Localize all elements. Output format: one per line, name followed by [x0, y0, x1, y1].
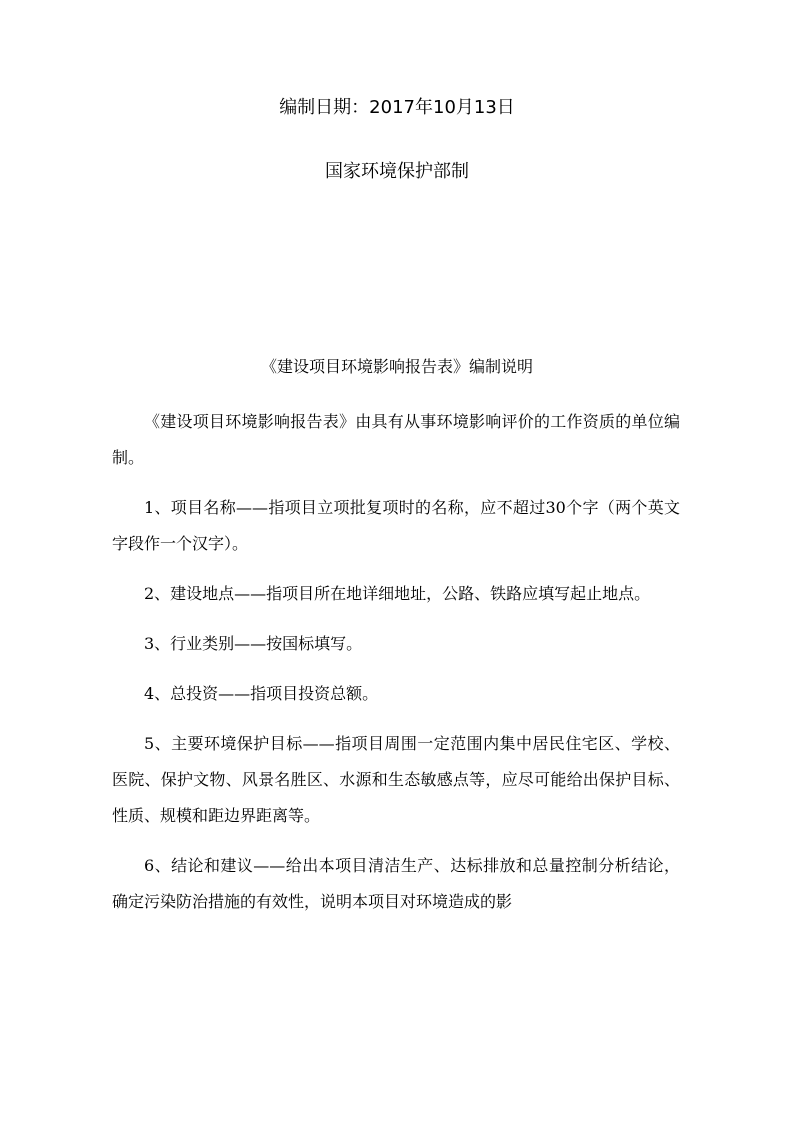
paragraph-conclusions: 6、结论和建议——给出本项目清洁生产、达标排放和总量控制分析结论，确定污染防治措施的有效性，说明本项目对环境造成的影 — [112, 856, 680, 911]
instructions-title: 《建设项目环境影响报告表》编制说明 — [260, 357, 533, 376]
issuing-authority: 国家环境保护部制 — [325, 161, 469, 182]
paragraph-total-investment: 4、总投资——指项目投资总额。 — [144, 684, 379, 703]
paragraph-intro: 《建设项目环境影响报告表》由具有从事环境影响评价的工作资质的单位编制。 — [112, 412, 680, 467]
compile-date: 编制日期：2017年10月13日 — [279, 97, 515, 118]
paragraph-construction-site: 2、建设地点——指项目所在地详细地址，公路、铁路应填写起止地点。 — [144, 584, 651, 603]
paragraph-protection-targets: 5、主要环境保护目标——指项目周围一定范围内集中居民住宅区、学校、医院、保护文物、风景名胜区、水源和生态敏感点等，应尽可能给出保护目标、性质、规模和距边界距离等。 — [112, 734, 680, 825]
paragraph-project-name: 1、项目名称——指项目立项批复项时的名称，应不超过30个字（两个英文字段作一个汉字）。 — [112, 498, 680, 553]
paragraph-industry-category: 3、行业类别——按国标填写。 — [144, 634, 363, 653]
instructions-body — [112, 404, 680, 934]
